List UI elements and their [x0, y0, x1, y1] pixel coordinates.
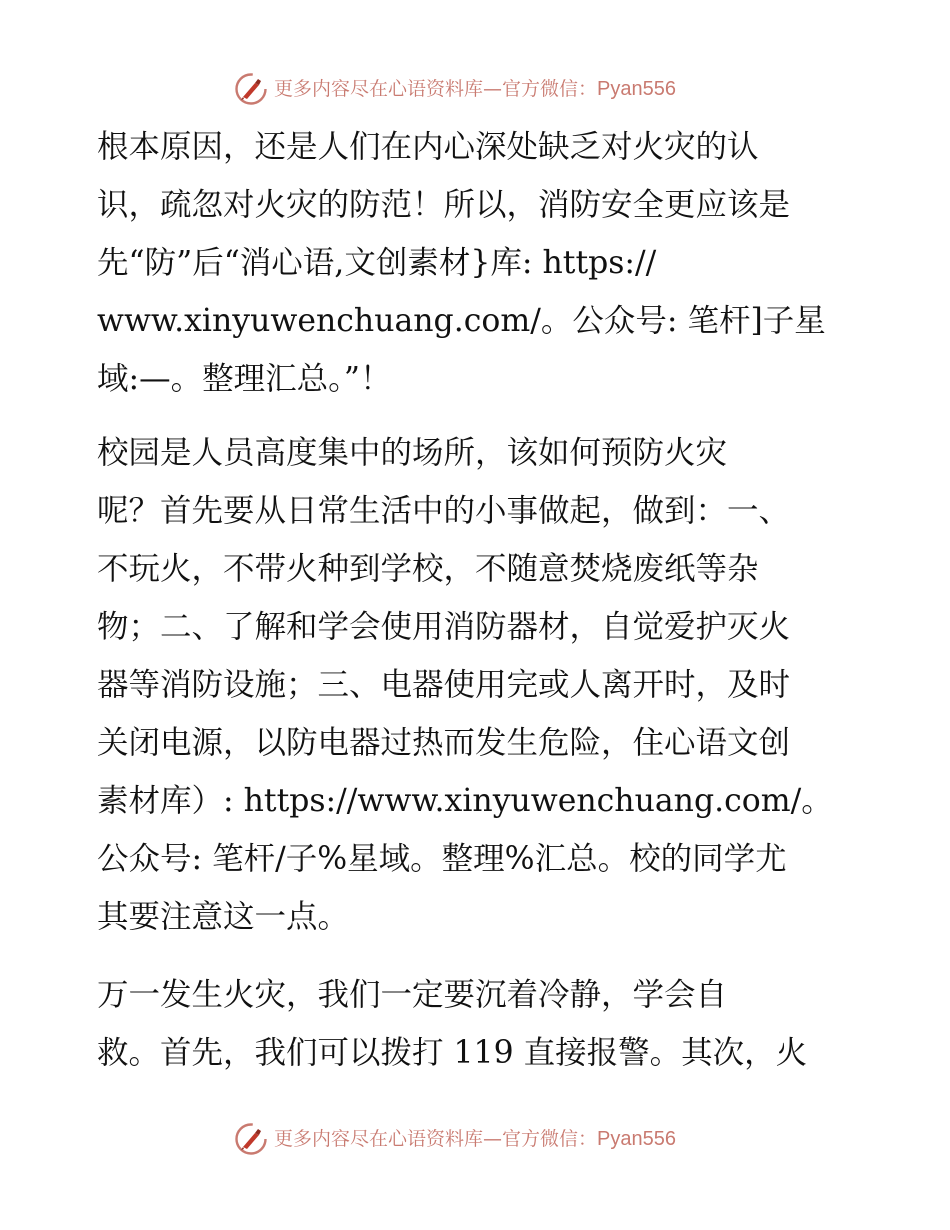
paragraph-line: 素材库）: https://www.xinyuwenchuang.com/。 — [97, 783, 833, 819]
footer-banner-text — [274, 1126, 676, 1152]
footer-wechat-id: Pyan556 — [597, 1128, 676, 1150]
paragraph-line: 器等消防设施；三、电器使用完或人离开时，及时 — [97, 667, 791, 703]
header-banner — [0, 70, 950, 110]
paragraph-line: www.xinyuwenchuang.com/。公众号: 笔杆]子星 — [97, 303, 826, 339]
paragraph-line: 其要注意这一点。 — [97, 899, 350, 935]
paragraph-line: 不玩火，不带火种到学校，不随意焚烧废纸等杂 — [97, 551, 759, 587]
paragraph-line: 根本原因，还是人们在内心深处缺乏对火灾的认 — [97, 129, 759, 165]
paragraph-line: 先“防”后“消心语,文创素材}库: https:// — [97, 245, 657, 281]
header-banner-text — [274, 76, 676, 102]
brand-logo-icon — [234, 1122, 268, 1156]
footer-banner — [0, 1120, 950, 1160]
paragraph-line: 呢？首先要从日常生活中的小事做起，做到：一、 — [97, 493, 791, 529]
paragraph-line: 识，疏忽对火灾的防范！所以，消防安全更应该是 — [97, 187, 791, 223]
paragraph-line: 校园是人员高度集中的场所，该如何预防火灾 — [97, 435, 728, 471]
paragraph-line: 物；二、了解和学会使用消防器材，自觉爱护灭火 — [97, 609, 791, 645]
header-banner-label: 更多内容尽在心语资料库—官方微信： — [274, 78, 598, 100]
footer-banner-label: 更多内容尽在心语资料库—官方微信： — [274, 1128, 598, 1150]
paragraph-line: 公众号: 笔杆/子%星域。整理%汇总。校的同学尤 — [97, 841, 787, 877]
header-wechat-id: Pyan556 — [597, 78, 676, 100]
paragraph-line: 万一发生火灾，我们一定要沉着冷静，学会自 — [97, 977, 728, 1013]
paragraph-line: 域:—。整理汇总。”！ — [97, 361, 392, 397]
brand-logo-icon — [234, 72, 268, 106]
paragraph-line: 关闭电源，以防电器过热而发生危险，住心语文创 — [97, 725, 791, 761]
paragraph-line: 救。首先，我们可以拨打 119 直接报警。其次，火 — [97, 1035, 808, 1071]
